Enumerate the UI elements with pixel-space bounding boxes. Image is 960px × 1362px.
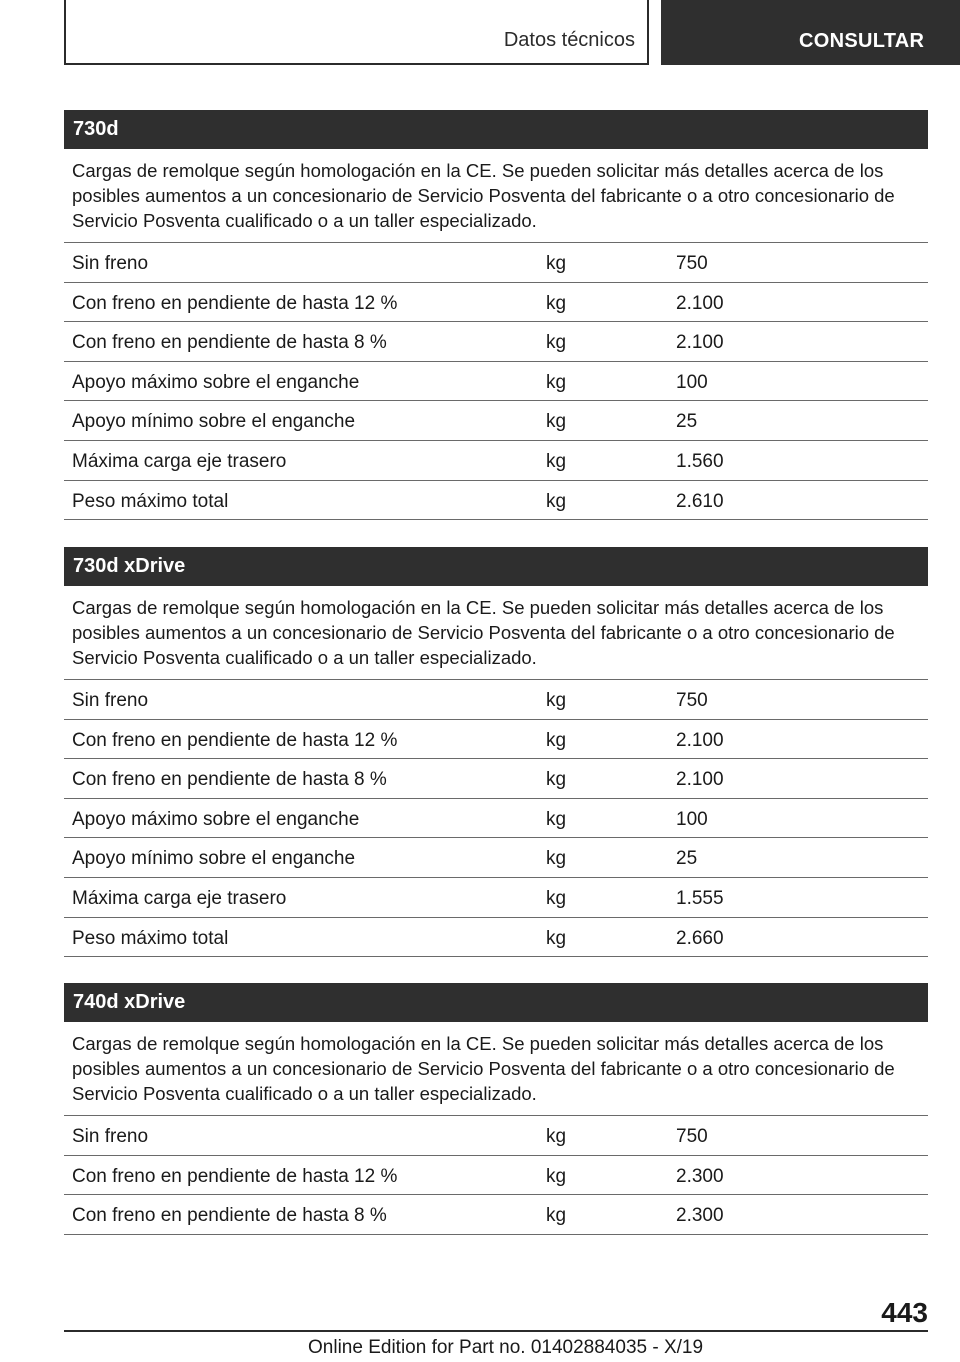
row-value: 2.100 <box>676 292 724 314</box>
page-header <box>0 0 960 66</box>
row-label: Máxima carga eje trasero <box>72 450 287 472</box>
table-row <box>64 441 928 481</box>
row-unit: kg <box>546 729 567 751</box>
table-row <box>64 838 928 878</box>
row-unit: kg <box>546 927 567 949</box>
table-row <box>64 759 928 799</box>
row-label: Sin freno <box>72 690 149 711</box>
table-row <box>64 799 928 839</box>
table-row <box>64 680 928 720</box>
section-label-box <box>64 0 649 65</box>
table-row <box>64 322 928 362</box>
table-row <box>64 481 928 521</box>
row-label: Peso máximo total <box>72 927 229 949</box>
row-label: Con freno en pendiente de hasta 8 % <box>72 769 387 791</box>
consultar-tab-label: CONSULTAR <box>799 30 925 52</box>
row-unit: kg <box>546 371 567 393</box>
table-row <box>64 362 928 402</box>
row-value: 25 <box>676 848 698 870</box>
row-unit: kg <box>546 411 567 433</box>
row-unit: kg <box>546 450 567 472</box>
spec-table-730d <box>64 110 928 520</box>
row-value: 100 <box>676 371 708 393</box>
footer-divider <box>64 1330 928 1332</box>
row-label: Con freno en pendiente de hasta 12 % <box>72 729 398 751</box>
row-unit: kg <box>546 292 567 314</box>
section-label: Datos técnicos <box>503 29 635 51</box>
table-row <box>64 878 928 918</box>
row-label: Apoyo mínimo sobre el enganche <box>72 411 356 433</box>
row-unit: kg <box>546 887 567 909</box>
table-row <box>64 1195 928 1235</box>
row-unit: kg <box>546 808 567 830</box>
spec-table-730d-xdrive <box>64 547 928 957</box>
row-value: 2.610 <box>676 490 724 512</box>
row-value: 2.660 <box>676 927 724 949</box>
row-value: 2.100 <box>676 332 724 354</box>
row-label: Máxima carga eje trasero <box>72 887 287 909</box>
row-unit: kg <box>546 1205 567 1227</box>
consultar-tab[interactable] <box>661 0 960 65</box>
row-unit: kg <box>546 848 567 870</box>
row-label: Sin freno <box>72 1126 149 1147</box>
row-unit: kg <box>546 490 567 512</box>
row-label: Con freno en pendiente de hasta 8 % <box>72 332 387 354</box>
row-value: 100 <box>676 808 708 830</box>
row-unit: kg <box>546 1126 567 1147</box>
row-value: 750 <box>676 1126 708 1147</box>
row-value: 750 <box>676 253 708 274</box>
spec-table-740d-xdrive <box>64 983 928 1235</box>
row-label: Sin freno <box>72 253 149 274</box>
section-title: 730d xDrive <box>64 547 928 586</box>
row-label: Peso máximo total <box>72 490 229 512</box>
table-row <box>64 1116 928 1156</box>
section-description: Cargas de remolque según homologación en la CE. Se pueden solicitar más detalles acerca de los posibles aumentos a un concesionario de Servicio Posventa del fabricante o a otro concesionario de Servicio Posventa cualificado o a un taller especializado. <box>64 586 928 680</box>
table-row <box>64 283 928 323</box>
row-unit: kg <box>546 690 567 711</box>
row-label: Con freno en pendiente de hasta 12 % <box>72 1165 398 1187</box>
row-value: 1.555 <box>676 887 724 909</box>
row-label: Con freno en pendiente de hasta 12 % <box>72 292 398 314</box>
row-unit: kg <box>546 1165 567 1187</box>
table-row <box>64 401 928 441</box>
row-value: 2.100 <box>676 769 724 791</box>
row-value: 2.100 <box>676 729 724 751</box>
section-title: 730d <box>64 110 928 149</box>
table-row <box>64 1156 928 1196</box>
row-label: Apoyo mínimo sobre el enganche <box>72 848 356 870</box>
table-row <box>64 720 928 760</box>
row-value: 25 <box>676 411 698 433</box>
row-label: Apoyo máximo sobre el enganche <box>72 371 360 393</box>
row-value: 2.300 <box>676 1205 724 1227</box>
row-unit: kg <box>546 253 567 274</box>
table-row <box>64 918 928 958</box>
page-number: 443 <box>881 1297 928 1328</box>
table-row <box>64 243 928 283</box>
row-value: 1.560 <box>676 450 724 472</box>
row-unit: kg <box>546 769 567 791</box>
section-description: Cargas de remolque según homologación en la CE. Se pueden solicitar más detalles acerca de los posibles aumentos a un concesionario de Servicio Posventa del fabricante o a otro concesionario de Servicio Posventa cualificado o a un taller especializado. <box>64 1022 928 1116</box>
footer-edition: Online Edition for Part no. 01402884035 - X/19 <box>308 1337 704 1358</box>
row-label: Apoyo máximo sobre el enganche <box>72 808 360 830</box>
row-label: Con freno en pendiente de hasta 8 % <box>72 1205 387 1227</box>
section-title: 740d xDrive <box>64 983 928 1022</box>
row-value: 750 <box>676 690 708 711</box>
row-unit: kg <box>546 332 567 354</box>
section-description: Cargas de remolque según homologación en la CE. Se pueden solicitar más detalles acerca de los posibles aumentos a un concesionario de Servicio Posventa del fabricante o a otro concesionario de Servicio Posventa cualificado o a un taller especializado. <box>64 149 928 243</box>
row-value: 2.300 <box>676 1165 724 1187</box>
